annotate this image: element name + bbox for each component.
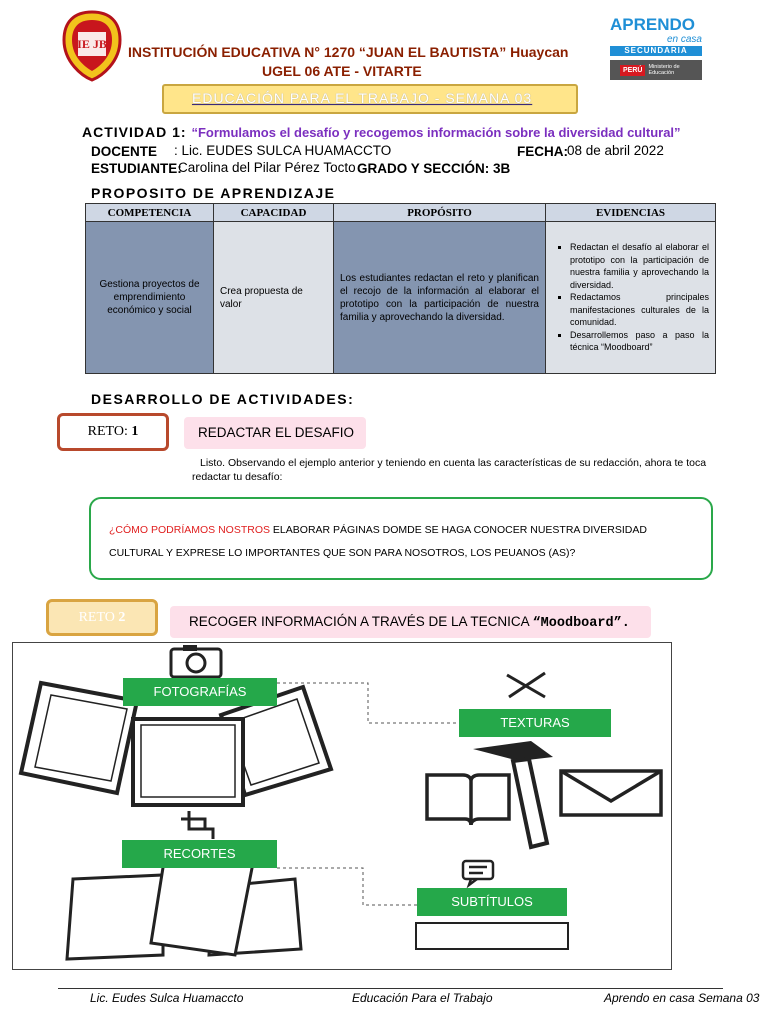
docente-label: DOCENTE	[91, 144, 158, 159]
challenge-red-text: ¿CÓMO PODRÍAMOS NOSTROS	[109, 524, 271, 536]
fotografias-label: FOTOGRAFÍAS	[123, 678, 277, 706]
texturas-label: TEXTURAS	[459, 709, 611, 737]
reto-1-title: REDACTAR EL DESAFIO	[198, 425, 355, 440]
development-heading: DESARROLLO DE ACTIVIDADES:	[91, 391, 355, 407]
evidence-item: ▪ Desarrollemos paso a paso la técnica “Moodboard”	[570, 329, 709, 354]
footer-divider	[58, 988, 723, 989]
activity-title: “Formulamos el desafío y recogemos información sobre la diversidad cultural”	[191, 125, 681, 140]
school-seal-logo	[62, 10, 122, 82]
reto-1-label: RETO:	[87, 424, 132, 439]
chat-bubble-icon	[463, 861, 493, 885]
pen-pencil-icon	[507, 673, 545, 697]
reto-2-title-technique: “Moodboard”.	[532, 616, 630, 631]
course-banner	[162, 84, 578, 114]
subtitle-blank-box	[416, 923, 568, 949]
reto-2-title-box	[170, 606, 651, 638]
reto-1-number: 1	[131, 424, 139, 439]
minedu-logo	[610, 60, 702, 80]
activity-heading	[82, 124, 681, 140]
camera-icon	[171, 645, 221, 677]
challenge-box	[89, 497, 713, 580]
reto-2-title-main: RECOGER INFORMACIÓN A TRAVÉS DE LA TECNICA	[189, 614, 533, 629]
moodboard-drawing	[13, 643, 670, 968]
ministerio-text: Ministerio de Educación	[648, 64, 680, 76]
col-capacidad: CAPACIDAD	[214, 204, 334, 222]
en-casa-logo-text: en casa	[666, 34, 702, 45]
institution-name: INSTITUCIÓN EDUCATIVA N° 1270 “JUAN EL BAUTISTA” Huaycan	[128, 44, 569, 60]
reto-2-badge	[46, 599, 158, 636]
estudiante-label: ESTUDIANTE:	[91, 161, 182, 176]
footer-course: Educación Para el Trabajo	[352, 991, 493, 1005]
col-proposito: PROPÓSITO	[334, 204, 546, 222]
docente-value: : Lic. EUDES SULCA HUAMACCTO	[174, 143, 392, 158]
grado-label: GRADO Y SECCIÓN: 3B	[357, 161, 511, 176]
activity-label: ACTIVIDAD 1:	[82, 124, 187, 140]
evidence-item: ▪ Redactamos principales manifestaciones culturales de la comunidad.	[570, 291, 709, 329]
recortes-label: RECORTES	[122, 840, 277, 868]
aprendo-logo-text: APRENDO	[610, 15, 696, 34]
reto-2-number: 2	[118, 610, 126, 625]
col-evidencias: EVIDENCIAS	[546, 204, 716, 222]
fecha-value: 08 de abril 2022	[567, 143, 664, 158]
moodboard-diagram	[12, 642, 672, 970]
course-banner-text: EDUCACIÓN PARA EL TRABAJO - SEMANA 03	[192, 90, 533, 106]
fecha-label: FECHA:	[517, 144, 568, 159]
cell-proposito: Los estudiantes redactan el reto y planifican el recojo de la información al elaborar el prototipo con la participación de nuestra familia y aprovechando la diversidad.	[334, 222, 546, 374]
secundaria-badge: SECUNDARIA	[610, 46, 702, 56]
book-icon	[427, 775, 509, 825]
purpose-heading: PROPOSITO DE APRENDIZAJE	[91, 185, 336, 201]
cell-capacidad: Crea propuesta de valor	[214, 222, 334, 374]
subtitulos-label: SUBTÍTULOS	[417, 888, 567, 916]
crop-icon	[181, 811, 213, 839]
estudiante-value: Carolina del Pilar Pérez Tocto	[178, 160, 356, 175]
ugel-name: UGEL 06 ATE - VITARTE	[262, 63, 422, 79]
evidence-item: ▪ Redactan el desafío al elaborar el prototipo con la participación de nuestra familia y aprovechando la diversidad.	[570, 241, 709, 291]
footer-author: Lic. Eudes Sulca Huamaccto	[90, 991, 244, 1005]
reto-2-label: RETO	[78, 610, 119, 625]
aprendo-en-casa-logo	[610, 16, 702, 80]
cell-competencia: Gestiona proyectos de emprendimiento económico y social	[86, 222, 214, 374]
cell-evidencias	[546, 222, 716, 374]
hammer-icon	[473, 741, 553, 847]
paper-cutouts-icon	[67, 855, 301, 959]
reto-1-title-box	[184, 417, 366, 449]
svg-text:IE JB: IE JB	[77, 37, 107, 51]
reto-1-badge	[57, 413, 169, 451]
challenge-rest-text: ELABORAR PÁGINAS DOMDE SE HAGA CONOCER NUESTRA DIVERSIDAD CULTURAL Y EXPRESE LO IMPORTANTES QUE SON PARA NOSOTROS, LOS PEUANOS (AS)?	[109, 524, 647, 559]
reto-2-title	[189, 614, 630, 631]
peru-badge: PERÚ	[620, 65, 645, 76]
challenge-text	[109, 519, 669, 565]
purpose-table	[85, 203, 716, 374]
envelope-icon	[561, 771, 661, 815]
instructions-text: Listo. Observando el ejemplo anterior y teniendo en cuenta las características de su redacción, ahora te toca redactar tu desafío:	[192, 457, 707, 483]
footer-edition: Aprendo en casa Semana 03	[604, 991, 760, 1005]
col-competencia: COMPETENCIA	[86, 204, 214, 222]
